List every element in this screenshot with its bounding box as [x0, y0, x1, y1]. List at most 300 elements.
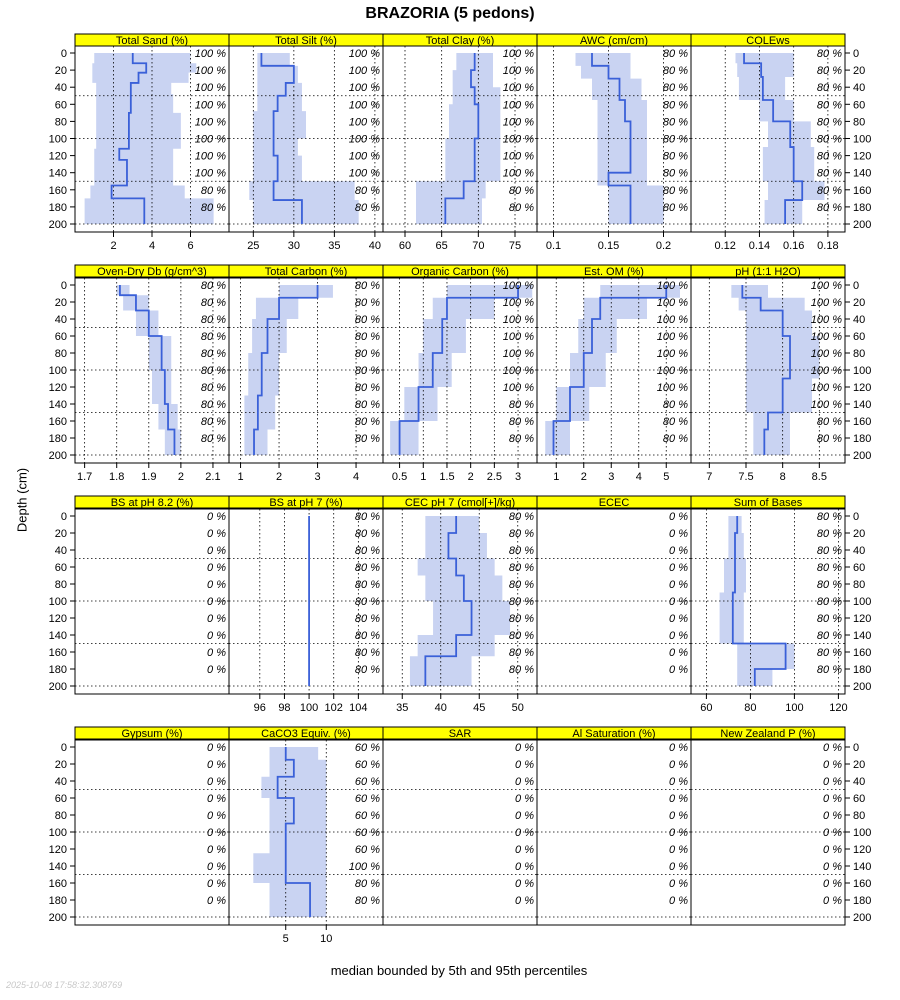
percent-label: 0 %	[669, 562, 688, 574]
x-tick-label: 75	[508, 240, 522, 252]
percent-label: 0 %	[515, 895, 534, 907]
percent-label: 100 %	[348, 65, 380, 78]
percent-label: 0 %	[515, 810, 534, 822]
percent-label: 100 %	[348, 133, 380, 146]
percent-label: 80 %	[354, 280, 380, 292]
percent-label: 80 %	[200, 365, 226, 377]
percent-label: 100 %	[194, 99, 226, 112]
depth-tick-label: 80	[54, 348, 67, 360]
percent-label: 0 %	[207, 545, 226, 557]
percent-label: 80 %	[662, 116, 688, 129]
percent-label: 80 %	[508, 647, 534, 659]
panel	[229, 496, 383, 714]
depth-tick-label: 180	[48, 895, 67, 907]
panel-title: ECEC	[598, 497, 630, 509]
percent-label: 0 %	[515, 844, 534, 856]
percent-label: 80 %	[662, 48, 688, 60]
percent-label: 0 %	[669, 545, 688, 557]
percent-label: 0 %	[207, 810, 226, 822]
percent-label: 100 %	[194, 150, 226, 163]
percent-label: 100 %	[502, 133, 534, 146]
percent-label: 0 %	[207, 776, 226, 788]
percent-label: 80 %	[200, 297, 226, 309]
percent-label: 80 %	[508, 613, 534, 625]
percent-label: 0 %	[207, 630, 226, 642]
percent-label: 0 %	[669, 861, 688, 873]
percent-label: 80 %	[508, 433, 534, 445]
percent-label: 100 %	[502, 150, 534, 163]
percent-label: 60 %	[354, 827, 380, 839]
percent-label: 80 %	[662, 82, 688, 95]
percent-label: 100 %	[348, 150, 380, 163]
percent-label: 80 %	[354, 433, 380, 445]
depth-tick-label: 20	[54, 65, 67, 78]
percent-label: 80 %	[816, 133, 842, 146]
x-tick-label: 45	[473, 702, 486, 714]
percent-label: 80 %	[508, 416, 534, 428]
percent-label: 0 %	[207, 844, 226, 856]
x-tick-label: 2	[177, 471, 184, 483]
percent-label: 80 %	[508, 399, 534, 411]
panel	[229, 265, 383, 483]
percent-label: 60 %	[354, 776, 380, 788]
depth-tick-label: 80	[54, 116, 67, 129]
x-tick-label: 0.1	[545, 240, 562, 252]
percent-label: 80 %	[508, 579, 534, 591]
x-tick-label: 40	[368, 240, 382, 252]
depth-tick-label: 80	[54, 810, 67, 822]
depth-tick-label: 20	[853, 759, 866, 771]
percent-label: 100 %	[502, 382, 534, 394]
depth-tick-label: 140	[853, 399, 872, 411]
percent-label: 80 %	[508, 664, 534, 676]
panel-title: SAR	[448, 728, 472, 740]
panel	[537, 496, 691, 694]
percent-label: 80 %	[662, 433, 688, 445]
percent-label: 100 %	[194, 65, 226, 78]
percent-label: 80 %	[816, 579, 842, 591]
percent-label: 0 %	[515, 878, 534, 890]
percent-label: 80 %	[662, 416, 688, 428]
percent-label: 80 %	[816, 433, 842, 445]
percent-label: 80 %	[354, 895, 380, 907]
percent-label: 80 %	[816, 201, 842, 214]
x-tick-label: 3	[608, 471, 615, 483]
x-tick-label: 1	[237, 471, 244, 483]
panel	[49, 727, 229, 925]
percent-label: 80 %	[200, 331, 226, 343]
depth-tick-label: 180	[853, 201, 872, 214]
x-tick-label: 2	[580, 471, 587, 483]
depth-tick-label: 80	[853, 810, 866, 822]
panel-frame	[383, 740, 537, 925]
percent-label: 0 %	[207, 528, 226, 540]
depth-tick-label: 200	[48, 450, 67, 462]
percent-label: 80 %	[200, 382, 226, 394]
panel-title: Oven-Dry Db (g/cm^3)	[97, 266, 207, 278]
depth-tick-label: 120	[48, 150, 67, 163]
depth-tick-label: 200	[853, 912, 872, 924]
percent-label: 100 %	[348, 861, 380, 873]
percent-label: 80 %	[508, 184, 534, 197]
x-tick-label: 2.5	[486, 471, 503, 483]
percent-label: 0 %	[515, 827, 534, 839]
percent-label: 60 %	[354, 759, 380, 771]
x-tick-label: 102	[324, 702, 343, 714]
depth-tick-label: 200	[48, 219, 67, 231]
percent-label: 80 %	[354, 596, 380, 608]
percent-label: 80 %	[816, 664, 842, 676]
percent-label: 80 %	[354, 511, 380, 523]
x-tick-label: 4	[635, 471, 642, 483]
percent-label: 60 %	[354, 844, 380, 856]
percent-label: 80 %	[354, 331, 380, 343]
depth-tick-label: 20	[54, 759, 67, 771]
percent-label: 80 %	[508, 528, 534, 540]
percent-label: 0 %	[669, 613, 688, 625]
depth-tick-label: 160	[853, 184, 872, 197]
depth-tick-label: 100	[48, 596, 67, 608]
panel	[691, 265, 871, 483]
panel	[691, 496, 871, 714]
percent-label: 0 %	[669, 579, 688, 591]
depth-tick-label: 180	[48, 664, 67, 676]
percent-label: 100 %	[810, 348, 842, 360]
x-axis-caption: median bounded by 5th and 95th percentiles	[330, 963, 588, 978]
depth-tick-label: 140	[48, 167, 67, 180]
percent-label: 80 %	[662, 150, 688, 163]
depth-tick-label: 60	[853, 99, 866, 112]
percent-label: 0 %	[669, 827, 688, 839]
x-tick-label: 35	[396, 702, 409, 714]
percent-label: 100 %	[810, 280, 842, 292]
depth-tick-label: 160	[48, 878, 67, 890]
depth-tick-label: 100	[48, 365, 67, 377]
depth-tick-label: 200	[48, 912, 67, 924]
percent-label: 80 %	[816, 545, 842, 557]
percent-label: 100 %	[810, 382, 842, 394]
depth-tick-label: 80	[853, 116, 866, 129]
percent-label: 100 %	[656, 280, 688, 292]
percent-label: 100 %	[502, 65, 534, 78]
depth-tick-label: 180	[48, 433, 67, 445]
percent-label: 0 %	[669, 664, 688, 676]
x-tick-label: 0.5	[391, 471, 408, 483]
percent-label: 80 %	[816, 99, 842, 112]
depth-tick-label: 60	[853, 793, 866, 805]
depth-tick-label: 120	[48, 613, 67, 625]
percent-label: 0 %	[207, 647, 226, 659]
percent-label: 80 %	[354, 201, 380, 214]
percent-label: 80 %	[354, 613, 380, 625]
depth-tick-label: 0	[60, 511, 67, 523]
panel	[229, 727, 383, 945]
figure-title: BRAZORIA (5 pedons)	[365, 5, 535, 22]
percent-label: 100 %	[502, 331, 534, 343]
panel-title: Total Silt (%)	[275, 35, 337, 47]
percent-label: 80 %	[816, 82, 842, 95]
depth-axis-label: Depth (cm)	[14, 467, 30, 533]
x-tick-label: 5	[663, 471, 670, 483]
depth-tick-label: 0	[853, 511, 860, 523]
panel-frame	[537, 740, 691, 925]
timestamp: 2025-10-08 17:58:32.308769	[6, 980, 123, 990]
percent-label: 0 %	[823, 895, 842, 907]
percent-label: 80 %	[354, 647, 380, 659]
percent-label: 80 %	[354, 297, 380, 309]
panel-frame	[691, 740, 845, 925]
percent-label: 0 %	[669, 630, 688, 642]
depth-tick-label: 120	[48, 844, 67, 856]
percent-label: 0 %	[207, 861, 226, 873]
percent-label: 0 %	[669, 844, 688, 856]
depth-tick-label: 140	[853, 861, 872, 873]
depth-tick-label: 60	[54, 562, 67, 574]
percent-label: 80 %	[354, 382, 380, 394]
percent-label: 100 %	[194, 116, 226, 129]
percent-label: 60 %	[354, 742, 380, 754]
depth-tick-label: 20	[853, 528, 866, 540]
percent-label: 100 %	[502, 348, 534, 360]
percent-label: 80 %	[354, 399, 380, 411]
percent-label: 0 %	[207, 895, 226, 907]
x-tick-label: 40	[434, 702, 447, 714]
percent-label: 80 %	[200, 280, 226, 292]
percent-label: 80 %	[816, 116, 842, 129]
x-tick-label: 4	[352, 471, 360, 483]
depth-tick-label: 20	[54, 528, 67, 540]
x-tick-label: 7	[706, 471, 713, 483]
percent-label: 0 %	[207, 793, 226, 805]
x-tick-label: 30	[287, 240, 300, 252]
panel-title: New Zealand P (%)	[720, 728, 816, 740]
percent-label: 80 %	[354, 416, 380, 428]
depth-tick-label: 140	[853, 630, 872, 642]
x-tick-label: 1.5	[439, 471, 455, 483]
panel-title: Est. OM (%)	[584, 266, 644, 278]
percent-label: 100 %	[502, 280, 534, 292]
percent-label: 100 %	[810, 399, 842, 411]
percent-label: 100 %	[348, 167, 380, 180]
depth-tick-label: 0	[853, 742, 860, 754]
depth-tick-label: 120	[48, 382, 67, 394]
x-tick-label: 1.7	[76, 471, 93, 483]
depth-tick-label: 40	[853, 314, 866, 326]
x-tick-label: 96	[253, 702, 266, 714]
depth-tick-label: 120	[853, 613, 872, 625]
depth-tick-label: 40	[54, 314, 67, 326]
percent-label: 80 %	[816, 167, 842, 180]
percent-label: 80 %	[354, 878, 380, 890]
percent-label: 80 %	[508, 630, 534, 642]
percent-label: 80 %	[662, 99, 688, 112]
depth-tick-label: 60	[853, 562, 866, 574]
percent-label: 100 %	[194, 167, 226, 180]
percent-label: 0 %	[823, 878, 842, 890]
percent-label: 100 %	[656, 314, 688, 326]
percent-label: 0 %	[669, 528, 688, 540]
panel	[383, 265, 537, 483]
panel	[49, 34, 229, 252]
percent-label: 80 %	[200, 433, 226, 445]
x-tick-label: 4	[148, 240, 156, 252]
x-tick-label: 2	[275, 471, 283, 483]
percent-label: 80 %	[816, 596, 842, 608]
x-tick-label: 2	[110, 240, 117, 252]
x-tick-label: 60	[398, 240, 412, 252]
percent-label: 0 %	[207, 664, 226, 676]
x-tick-label: 7.5	[738, 471, 754, 483]
x-tick-label: 70	[472, 240, 485, 252]
percent-label: 100 %	[502, 167, 534, 180]
depth-tick-label: 200	[853, 681, 872, 693]
panel	[229, 34, 383, 252]
percent-label: 80 %	[200, 314, 226, 326]
percent-label: 0 %	[823, 776, 842, 788]
percent-label: 80 %	[354, 184, 380, 197]
depth-tick-label: 140	[48, 630, 67, 642]
depth-tick-label: 140	[48, 861, 67, 873]
depth-tick-label: 100	[48, 827, 67, 839]
x-tick-label: 3	[514, 471, 522, 483]
percent-label: 80 %	[354, 365, 380, 377]
percent-label: 80 %	[816, 511, 842, 523]
depth-tick-label: 80	[853, 348, 866, 360]
percent-label: 0 %	[207, 511, 226, 523]
percent-label: 0 %	[207, 759, 226, 771]
percent-label: 80 %	[816, 630, 842, 642]
percent-label: 80 %	[816, 65, 842, 78]
percent-label: 80 %	[200, 348, 226, 360]
percent-label: 0 %	[207, 613, 226, 625]
depth-tick-label: 40	[54, 82, 67, 95]
depth-tick-label: 140	[853, 167, 872, 180]
percent-label: 80 %	[200, 184, 226, 197]
percent-label: 100 %	[502, 314, 534, 326]
percent-label: 0 %	[669, 511, 688, 523]
percent-label: 0 %	[515, 759, 534, 771]
percent-label: 100 %	[810, 331, 842, 343]
percent-label: 80 %	[662, 201, 688, 214]
percent-label: 0 %	[207, 562, 226, 574]
percent-label: 80 %	[508, 511, 534, 523]
percent-label: 0 %	[823, 827, 842, 839]
panel	[691, 727, 871, 925]
depth-tick-label: 160	[48, 184, 67, 197]
percent-label: 80 %	[354, 545, 380, 557]
x-tick-label: 120	[829, 702, 848, 714]
depth-tick-label: 160	[48, 647, 67, 659]
panel	[537, 265, 691, 483]
depth-tick-label: 60	[54, 331, 67, 343]
percent-label: 80 %	[354, 579, 380, 591]
percent-label: 100 %	[502, 297, 534, 309]
x-tick-label: 60	[700, 702, 713, 714]
percent-label: 0 %	[669, 596, 688, 608]
panel-title: Al Saturation (%)	[572, 728, 656, 740]
percent-label: 0 %	[669, 742, 688, 754]
percent-label: 0 %	[669, 647, 688, 659]
depth-tick-label: 0	[853, 48, 860, 60]
x-tick-label: 98	[278, 702, 291, 714]
depth-tick-label: 200	[48, 681, 67, 693]
depth-tick-label: 0	[853, 280, 860, 292]
depth-tick-label: 0	[60, 48, 67, 60]
percent-label: 100 %	[810, 314, 842, 326]
percent-label: 80 %	[200, 201, 226, 214]
x-tick-label: 1.8	[109, 471, 125, 483]
x-tick-label: 35	[328, 240, 341, 252]
percent-label: 0 %	[207, 596, 226, 608]
x-tick-label: 6	[187, 240, 194, 252]
panel-title: CEC pH 7 (cmol[+]/kg)	[404, 497, 516, 509]
percent-label: 80 %	[816, 562, 842, 574]
depth-tick-label: 80	[853, 579, 866, 591]
depth-tick-label: 20	[54, 297, 67, 309]
depth-tick-label: 140	[48, 399, 67, 411]
panel-title: Organic Carbon (%)	[411, 266, 509, 278]
percent-label: 80 %	[816, 528, 842, 540]
depth-tick-label: 20	[853, 65, 866, 78]
percent-label: 0 %	[207, 579, 226, 591]
panel-frame	[537, 509, 691, 694]
panel-frame	[75, 740, 229, 925]
depth-tick-label: 20	[853, 297, 866, 309]
x-tick-label: 0.12	[714, 240, 736, 252]
x-tick-label: 8	[779, 471, 786, 483]
percent-label: 80 %	[200, 399, 226, 411]
panel-title: Total Sand (%)	[115, 35, 189, 47]
depth-tick-label: 100	[853, 133, 872, 146]
percent-label: 100 %	[194, 48, 226, 60]
panel	[383, 727, 537, 925]
percent-label: 80 %	[662, 399, 688, 411]
depth-tick-label: 160	[853, 416, 872, 428]
percent-label: 80 %	[354, 528, 380, 540]
percent-label: 100 %	[502, 365, 534, 377]
percent-label: 0 %	[669, 895, 688, 907]
depth-tick-label: 180	[48, 201, 67, 214]
percent-label: 80 %	[816, 150, 842, 163]
x-tick-label: 0.18	[817, 240, 839, 252]
percent-label: 0 %	[669, 810, 688, 822]
depth-tick-label: 0	[60, 742, 67, 754]
percent-label: 80 %	[354, 562, 380, 574]
percent-label: 0 %	[823, 759, 842, 771]
percent-label: 0 %	[823, 793, 842, 805]
percent-label: 80 %	[816, 184, 842, 197]
percent-label: 0 %	[823, 861, 842, 873]
percent-label: 0 %	[669, 776, 688, 788]
percent-label: 100 %	[348, 116, 380, 129]
percent-label: 80 %	[508, 545, 534, 557]
percent-label: 80 %	[508, 562, 534, 574]
percent-label: 100 %	[502, 116, 534, 129]
x-tick-label: 5	[282, 933, 289, 945]
depth-tick-label: 40	[54, 545, 67, 557]
depth-tick-label: 180	[853, 433, 872, 445]
depth-tick-label: 180	[853, 664, 872, 676]
depth-tick-label: 200	[853, 219, 872, 231]
panel-title: pH (1:1 H2O)	[735, 266, 801, 278]
percent-label: 60 %	[354, 810, 380, 822]
percent-label: 0 %	[515, 776, 534, 788]
percent-label: 80 %	[662, 184, 688, 197]
percent-label: 80 %	[354, 630, 380, 642]
percent-label: 0 %	[823, 742, 842, 754]
percent-label: 100 %	[810, 365, 842, 377]
depth-tick-label: 60	[853, 331, 866, 343]
